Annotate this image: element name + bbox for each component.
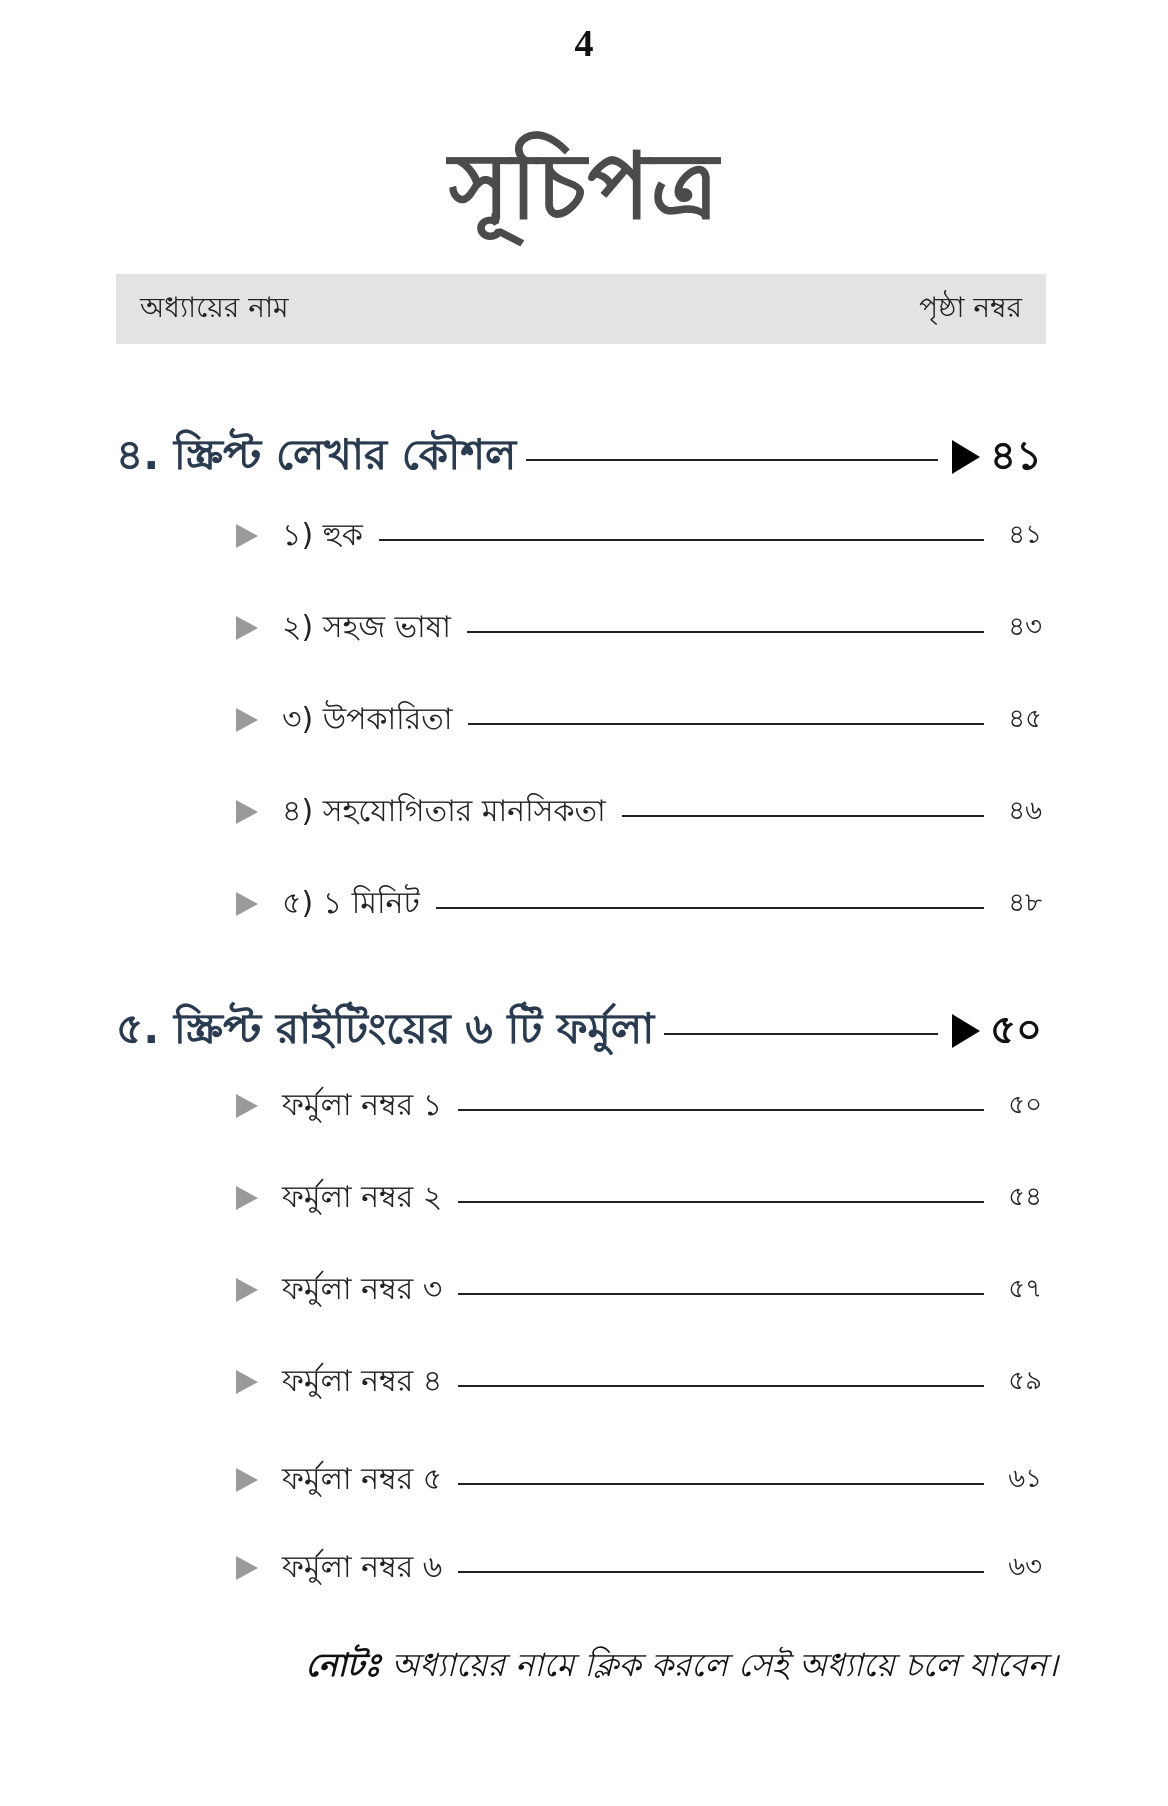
entry-label: ফর্মুলা নম্বর ৩ (282, 1271, 443, 1307)
entry-label: ৩) উপকারিতা (282, 701, 453, 737)
page-number-header: পৃষ্ঠা নম্বর (919, 290, 1022, 324)
toc-entry[interactable] (236, 696, 1042, 744)
entry-label: ফর্মুলা নম্বর ৫ (282, 1461, 443, 1497)
entry-label: ফর্মুলা নম্বর ২ (282, 1179, 443, 1215)
page-number: 4 (574, 23, 594, 65)
triangle-bullet-icon (236, 708, 258, 732)
leader-line (458, 1109, 984, 1111)
entry-page: ৫৭ (1008, 1274, 1042, 1304)
entry-page: ৪৬ (1008, 796, 1042, 826)
triangle-bullet-icon (236, 892, 258, 916)
entry-page: ৪৫ (1008, 704, 1042, 734)
leader-line (468, 723, 984, 725)
triangle-bullet-icon (236, 1278, 258, 1302)
toc-entry[interactable] (236, 1544, 1042, 1592)
note-prefix: নোটঃ (305, 1646, 382, 1684)
leader-line (467, 631, 984, 633)
triangle-bullet-icon (236, 1468, 258, 1492)
chapter-page: ৪১ (990, 432, 1042, 479)
triangle-bullet-icon (236, 616, 258, 640)
entry-page: ৫৯ (1008, 1366, 1042, 1396)
toc-entry[interactable] (236, 512, 1042, 560)
chapter-name-header: অধ্যায়ের নাম (140, 290, 289, 324)
toc-entry[interactable] (236, 1082, 1042, 1130)
entry-label: ফর্মুলা নম্বর ৬ (282, 1549, 443, 1585)
leader-line (436, 907, 984, 909)
entry-page: ৬৩ (1008, 1552, 1042, 1582)
leader-line (664, 1033, 938, 1035)
leader-line (458, 1483, 984, 1485)
play-arrow-icon (952, 1014, 980, 1048)
toc-entry[interactable] (236, 788, 1042, 836)
note-text: অধ্যায়ের নামে ক্লিক করলে সেই অধ্যায়ে চলে যাবেন। (381, 1646, 1058, 1684)
footer-note (0, 1640, 1058, 1694)
page-title: সূচিপত্র (448, 133, 720, 240)
leader-line (458, 1571, 984, 1573)
entry-page: ৪১ (1008, 520, 1042, 550)
leader-line (458, 1293, 984, 1295)
triangle-bullet-icon (236, 1186, 258, 1210)
triangle-bullet-icon (236, 524, 258, 548)
entry-label: ৪) সহযোগিতার মানসিকতা (282, 793, 606, 829)
play-arrow-icon (952, 440, 980, 474)
entry-page: ৪৩ (1008, 612, 1042, 642)
entry-page: ৫০ (1008, 1090, 1042, 1120)
chapter-page: ৫০ (990, 1006, 1042, 1053)
leader-line (526, 459, 938, 461)
leader-line (622, 815, 984, 817)
toc-entry[interactable] (236, 1456, 1042, 1504)
triangle-bullet-icon (236, 1094, 258, 1118)
chapter-title: ৫. স্ক্রিপ্ট রাইটিংয়ের ৬ টি ফর্মুলা (116, 1003, 655, 1053)
toc-entry[interactable] (236, 880, 1042, 928)
entry-page: ৫৪ (1008, 1182, 1042, 1212)
triangle-bullet-icon (236, 800, 258, 824)
entry-label: ৫) ১ মিনিট (282, 885, 420, 921)
chapter-title: ৪. স্ক্রিপ্ট লেখার কৌশল (116, 429, 517, 479)
triangle-bullet-icon (236, 1370, 258, 1394)
entry-page: ৪৮ (1008, 888, 1042, 918)
leader-line (379, 539, 984, 541)
entry-label: ফর্মুলা নম্বর ৪ (282, 1363, 443, 1399)
toc-entry[interactable] (236, 1358, 1042, 1406)
toc-header (116, 274, 1046, 344)
chapter-link-5[interactable] (116, 996, 1046, 1066)
entry-label: ১) হুক (282, 517, 363, 553)
triangle-bullet-icon (236, 1556, 258, 1580)
toc-entry[interactable] (236, 1266, 1042, 1314)
chapter-link-4[interactable] (116, 422, 1046, 492)
entry-label: ফর্মুলা নম্বর ১ (282, 1087, 443, 1123)
entry-label: ২) সহজ ভাষা (282, 609, 451, 645)
entry-page: ৬১ (1008, 1464, 1042, 1494)
leader-line (458, 1385, 984, 1387)
leader-line (458, 1201, 984, 1203)
toc-entry[interactable] (236, 1174, 1042, 1222)
toc-entry[interactable] (236, 604, 1042, 652)
